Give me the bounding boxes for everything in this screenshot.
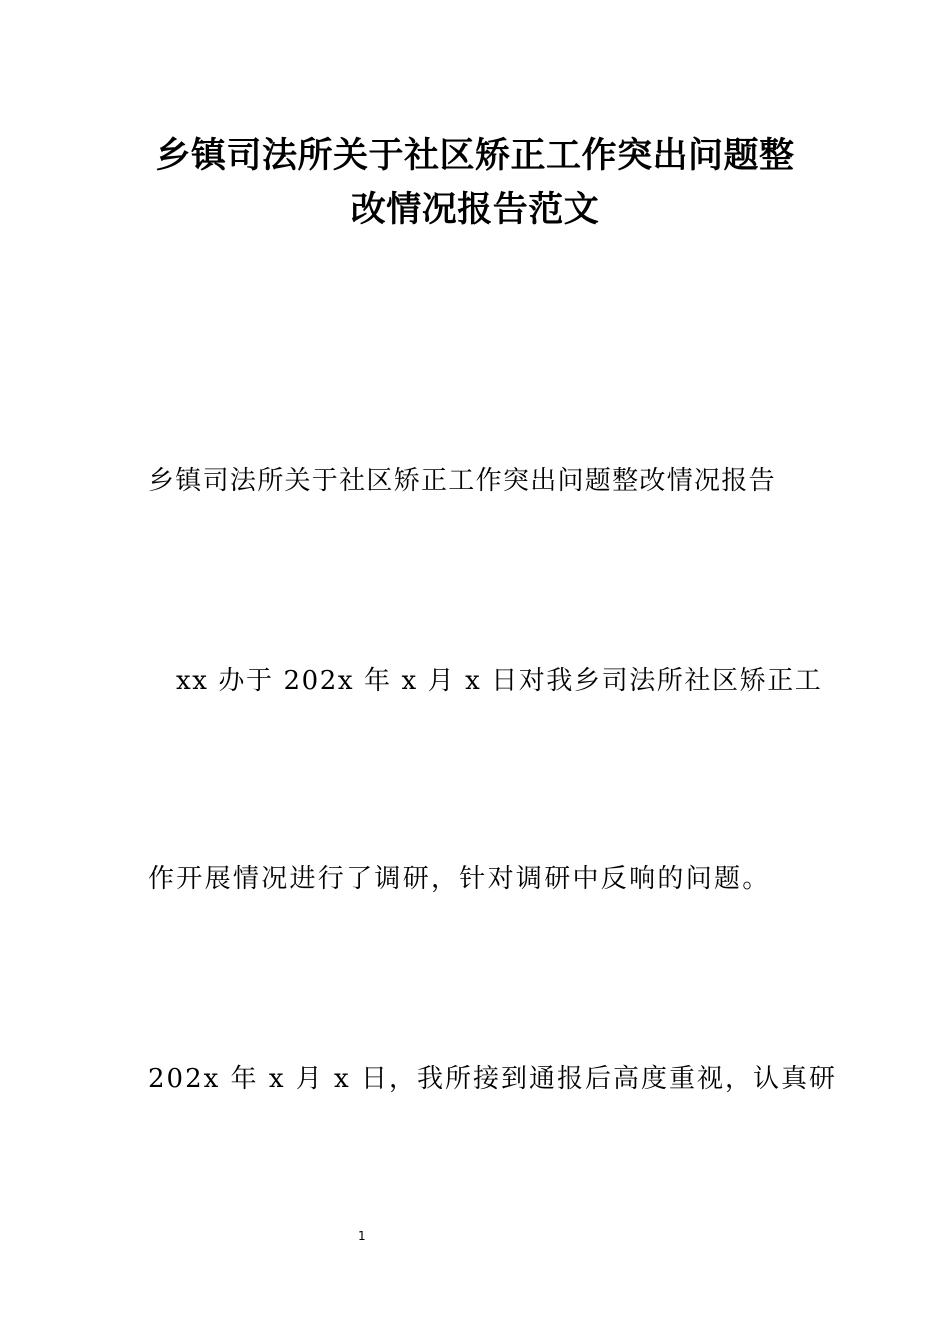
body-paragraph-line-3: 202x 年 x 月 x 日，我所接到通报后高度重视，认真研 bbox=[148, 1064, 837, 1094]
body-paragraph-line-1: xx 办于 202x 年 x 月 x 日对我乡司法所社区矫正工 bbox=[176, 666, 823, 696]
document-title-line-2: 改情况报告范文 bbox=[350, 190, 600, 230]
body-paragraph-line-2: 作开展情况进行了调研，针对调研中反响的问题。 bbox=[148, 864, 771, 894]
body-heading-line: 乡镇司法所关于社区矫正工作突出问题整改情况报告 bbox=[148, 466, 776, 496]
document-title-line-1: 乡镇司法所关于社区矫正工作突出问题整 bbox=[155, 136, 795, 176]
page-number: 1 bbox=[358, 1229, 366, 1243]
